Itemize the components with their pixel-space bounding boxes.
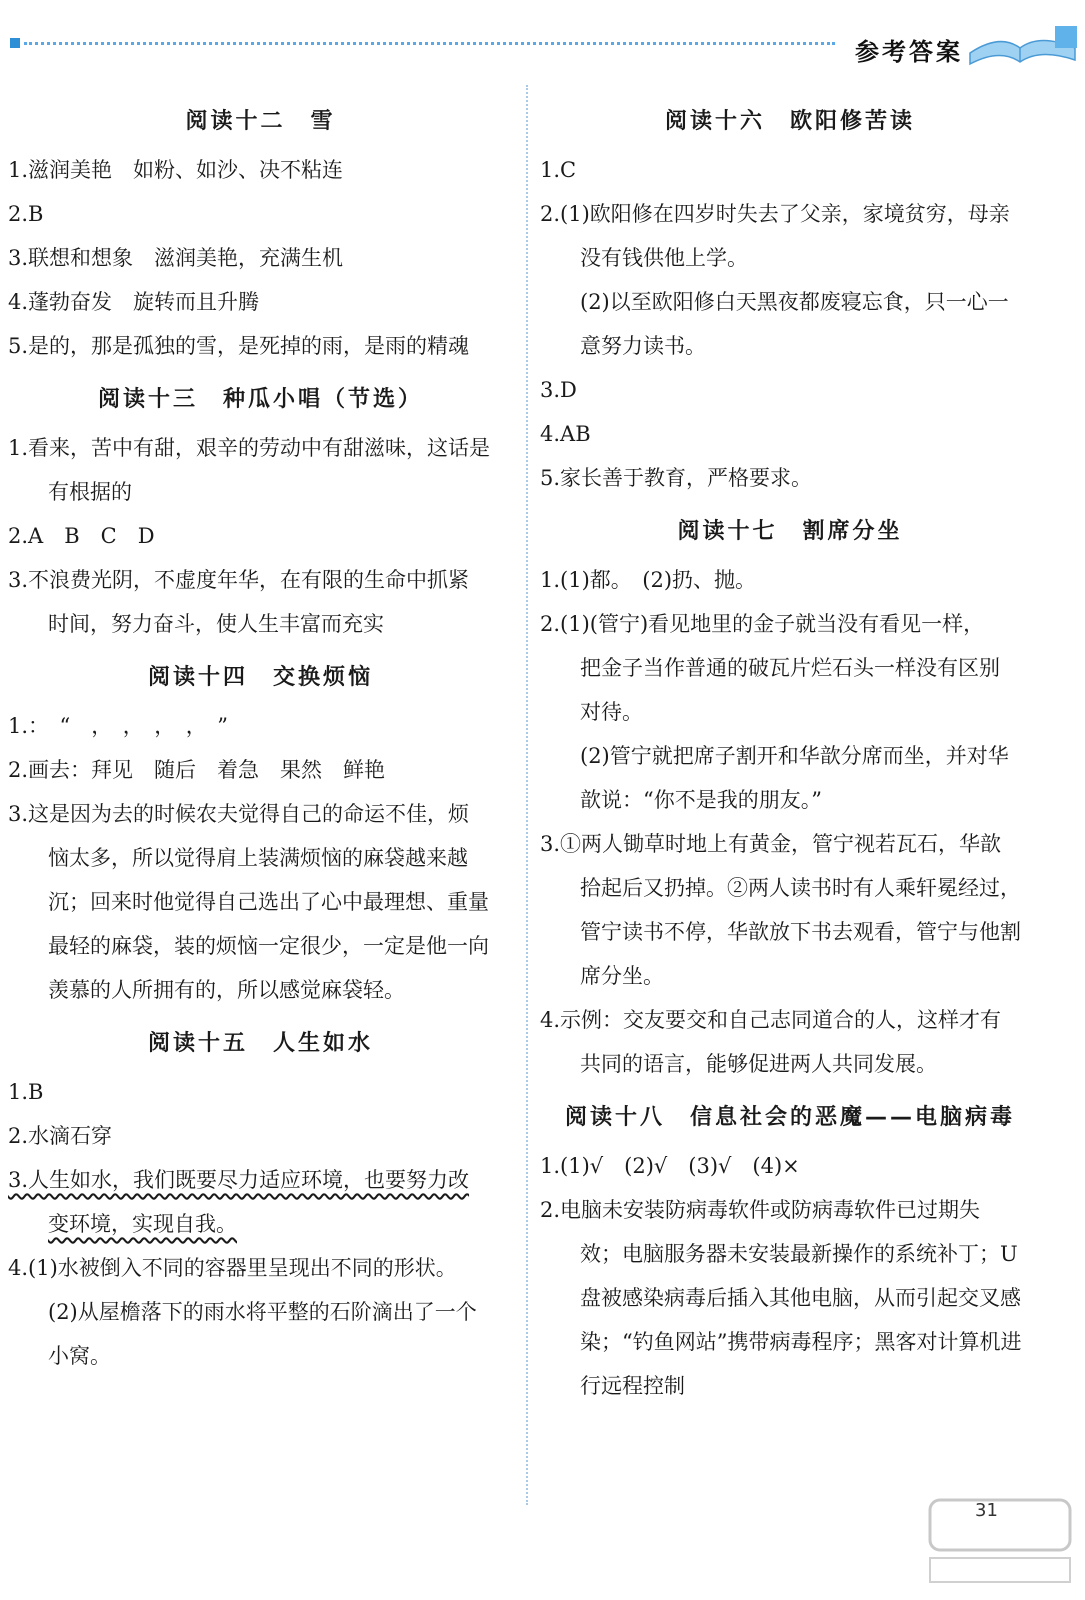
answer-line: 把金子当作普通的破瓦片烂石头一样没有区别 <box>580 656 1000 680</box>
answer-line: 2.B <box>8 202 44 226</box>
left-column <box>8 90 513 1378</box>
section-heading: 阅读十二 雪 <box>185 109 336 134</box>
answer-line <box>8 1158 513 1202</box>
top-bar <box>0 0 1085 70</box>
answer-line: 5.家长善于教育，严格要求。 <box>540 466 813 490</box>
answer-line: 1.看来，苦中有甜，艰辛的劳动中有甜滋味，这话是 <box>8 436 491 460</box>
answer-line: 2.(1)欧阳修在四岁时失去了父亲，家境贫穷，母亲 <box>540 202 1010 226</box>
answer-line: 有根据的 <box>48 480 132 504</box>
answer-line: 效；电脑服务器未安装最新操作的系统补丁；U <box>580 1242 1018 1266</box>
dotted-rule <box>24 42 835 45</box>
answer-line: (2)从屋檐落下的雨水将平整的石阶滴出了一个 <box>48 1300 477 1324</box>
answer-line: 4.(1)水被倒入不同的容器里呈现出不同的形状。 <box>8 1256 457 1280</box>
right-column <box>540 90 1040 1408</box>
answer-line: 3.联想和想象 滋润美艳，充满生机 <box>8 246 344 270</box>
answer-line: 1.B <box>8 1080 44 1104</box>
answer-line: 沉；回来时他觉得自己选出了心中最理想、重量 <box>48 890 489 914</box>
answer-line: 盘被感染病毒后插入其他电脑，从而引起交叉感 <box>580 1286 1021 1310</box>
open-book-icon <box>960 18 1080 68</box>
answer-line: 4.示例：交友要交和自己志同道合的人，这样才有 <box>540 1008 1002 1032</box>
watermark-logo <box>920 1480 1080 1590</box>
answer-line: 1.： “ ， ， ， ， ” <box>8 714 229 738</box>
answer-line <box>8 1202 513 1246</box>
answer-line: 1.C <box>540 158 577 182</box>
answer-line: (2)管宁就把席子割开和华歆分席而坐，并对华 <box>580 744 1009 768</box>
answer-line: 意努力读书。 <box>580 334 706 358</box>
answer-line: 3.不浪费光阴，不虚度年华，在有限的生命中抓紧 <box>8 568 470 592</box>
section-heading: 阅读十三 种瓜小唱（节选） <box>97 387 423 412</box>
section-heading: 阅读十五 人生如水 <box>147 1031 373 1056</box>
answer-line: 4.AB <box>540 422 591 446</box>
answer-line: 1.(1)√ (2)√ (3)√ (4)× <box>540 1154 800 1178</box>
answer-line: 1.滋润美艳 如粉、如沙、决不粘连 <box>8 158 344 182</box>
answer-line: 最轻的麻袋，装的烦恼一定很少，一定是他一向 <box>48 934 489 958</box>
answer-line: 羡慕的人所拥有的，所以感觉麻袋轻。 <box>48 978 405 1002</box>
answer-line: 1.(1)都。 (2)扔、抛。 <box>540 568 757 592</box>
answer-line: 3.这是因为去的时候农夫觉得自己的命运不佳，烦 <box>8 802 470 826</box>
answer-line: 3.①两人锄草时地上有黄金，管宁视若瓦石，华歆 <box>540 832 1002 856</box>
answer-line: 2.电脑未安装防病毒软件或防病毒软件已过期失 <box>540 1198 981 1222</box>
answer-line: (2)以至欧阳修白天黑夜都废寝忘食，只一心一 <box>580 290 1009 314</box>
answer-line: 恼太多，所以觉得肩上装满烦恼的麻袋越来越 <box>48 846 468 870</box>
answer-line: 没有钱供他上学。 <box>580 246 748 270</box>
answer-line: 5.是的，那是孤独的雪，是死掉的雨，是雨的精魂 <box>8 334 470 358</box>
section-heading: 阅读十六 欧阳修苦读 <box>664 109 915 134</box>
wavy-underlined-text: 3.人生如水，我们既要尽力适应环境，也要努力改 <box>8 1168 470 1192</box>
answer-line: 3.D <box>540 378 577 402</box>
answer-line: 拾起后又扔掉。②两人读书时有人乘轩冕经过， <box>580 876 1021 900</box>
answer-line: 2.水滴石穿 <box>8 1124 113 1148</box>
answer-line: 4.蓬勃奋发 旋转而且升腾 <box>8 290 260 314</box>
corner-square-icon <box>10 38 20 48</box>
header-title: 参考答案 <box>855 38 963 66</box>
answer-line: 行远程控制 <box>580 1374 685 1398</box>
section-heading: 阅读十七 割席分坐 <box>677 519 903 544</box>
section-heading: 阅读十八 信息社会的恶魔——电脑病毒 <box>564 1105 1015 1130</box>
column-divider <box>526 85 528 1505</box>
wavy-underlined-text: 变环境，实现自我。 <box>48 1212 237 1236</box>
answer-line: 2.画去：拜见 随后 着急 果然 鲜艳 <box>8 758 386 782</box>
answer-line: 对待。 <box>580 700 643 724</box>
answer-line: 时间，努力奋斗，使人生丰富而充实 <box>48 612 384 636</box>
answer-line: 歆说：“你不是我的朋友。” <box>580 788 822 812</box>
page-number: 31 <box>975 1500 998 1521</box>
answer-line: 小窝。 <box>48 1344 111 1368</box>
section-heading: 阅读十四 交换烦恼 <box>147 665 373 690</box>
answer-line: 2.(1)(管宁)看见地里的金子就当没有看见一样， <box>540 612 985 636</box>
answer-line: 共同的语言，能够促进两人共同发展。 <box>580 1052 937 1076</box>
answer-line: 席分坐。 <box>580 964 664 988</box>
answer-line: 2.A B C D <box>8 524 155 548</box>
answer-line: 染；“钓鱼网站”携带病毒程序；黑客对计算机进 <box>580 1330 1022 1354</box>
answer-line: 管宁读书不停，华歆放下书去观看，管宁与他割 <box>580 920 1021 944</box>
